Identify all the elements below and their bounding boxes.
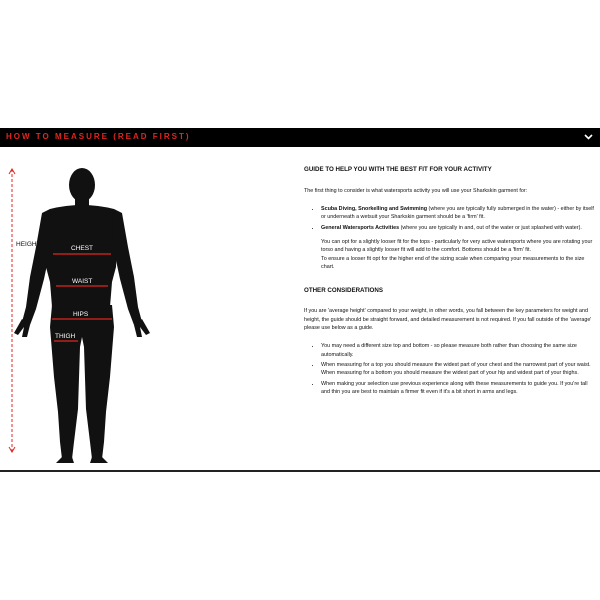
- height-arrow: [9, 169, 15, 452]
- list-item: • General Watersports Activities (where you are typically in and, out of the water or just splashed with water).: [321, 224, 594, 232]
- general-note-1: You can opt for a slightly looser fit for the tops - particularly for very active watersports where you are rotating your torso and having a slightly looser fit will add to the comfort. Bottoms should be a 'firm' fit.: [321, 239, 593, 254]
- thigh-label: THIGH: [55, 333, 76, 340]
- hips-label: HIPS: [73, 311, 89, 318]
- considerations-list: [304, 342, 594, 396]
- other-heading: OTHER CONSIDERATIONS: [304, 286, 383, 294]
- chest-label: CHEST: [71, 245, 94, 252]
- other-intro: If you are 'average height' compared to your weight, in other words, you fall between the key parameters for weight and height, the guide should be straight forward, and detailed measurement is not required. If you fall outside of the 'average' please use below as a guide.: [304, 308, 592, 331]
- list-item: • When making your selection use previous experience along with these measurements to guide you. If you're tall and thin you are best to maintain a firmer fit even if it's a bit short in arms and legs.: [321, 380, 594, 397]
- divider: [0, 470, 600, 472]
- activities-list: [304, 205, 594, 232]
- list-item: • You may need a different size top and bottom - so please measure both rather than choosing the same size automatically.: [321, 342, 594, 359]
- list-item: • Scuba Diving, Snorkelling and Swimming (where you are typically fully submerged in the water) - either by itself or underneath a wetsuit your Sharkskin garment should be a 'firm' fit.: [321, 205, 594, 222]
- chevron-down-icon[interactable]: [582, 130, 595, 143]
- section-header[interactable]: [0, 128, 600, 147]
- measurement-diagram: [0, 147, 290, 467]
- body-silhouette: [0, 147, 290, 467]
- list-item: • When measuring for a top you should measure the widest part of your chest and the narrowest part of your waist. When measuring for a bottom you should measure the widest part of your hip and widest part of your thighs.: [321, 361, 594, 378]
- guide-intro: The first thing to consider is what watersports activity you will use your Sharkskin garment for:: [304, 187, 528, 194]
- section-title: HOW TO MEASURE (READ FIRST): [6, 132, 191, 141]
- waist-label: WAIST: [72, 278, 93, 285]
- height-label: HEIGHT: [16, 241, 41, 248]
- guide-heading: GUIDE TO HELP YOU WITH THE BEST FIT FOR YOUR ACTIVITY: [304, 166, 492, 173]
- fit-guide: [304, 165, 594, 403]
- general-note-2: To ensure a looser fit opt for the higher end of the sizing scale when comparing your measurements to the size chart.: [321, 255, 585, 271]
